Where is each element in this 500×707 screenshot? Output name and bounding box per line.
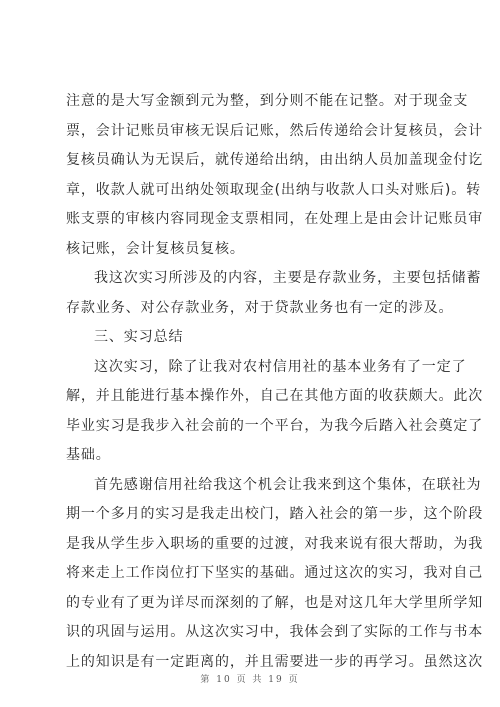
text-line: 核记账，会计复核员复核。 xyxy=(66,241,245,257)
text-line: 这次实习，除了让我对农村信用社的基本业务有了一定了 xyxy=(94,359,467,375)
text-line: 我这次实习所涉及的内容，主要是存款业务，主要包括储蓄 xyxy=(94,270,482,286)
text-line: 识的巩固与运用。从这次实习中，我体会到了实际的工作与书本 xyxy=(66,624,484,640)
text-line: 复核员确认为无误后，就传递给出纳，由出纳人员加盖现金付讫 xyxy=(66,152,484,168)
text-line: 首先感谢信用社给我这个机会让我来到这个集体，在联社为 xyxy=(94,477,482,493)
section-heading: 三、实习总结 xyxy=(94,329,184,345)
text-line: 是我从学生步入职场的重要的过渡，对我来说有很大帮助，为我 xyxy=(66,536,484,552)
text-line: 账支票的审核内容同现金支票相同，在处理上是由会计记账员审 xyxy=(66,211,484,227)
text-line: 上的知识是有一定距离的，并且需要进一步的再学习。虽然这次 xyxy=(66,654,484,670)
text-line: 注意的是大写金额到元为整，到分则不能在记整。对于现金支 xyxy=(66,93,469,109)
text-line: 期一个多月的实习是我走出校门，踏入社会的第一步，这个阶段 xyxy=(66,506,484,522)
text-line: 将来走上工作岗位打下坚实的基础。通过这次的实习，我对自己 xyxy=(66,565,484,581)
text-line: 票，会计记账员审核无误后记账，然后传递给会计复核员，会计 xyxy=(66,123,484,139)
text-line: 的专业有了更为详尽而深刻的了解，也是对这几年大学里所学知 xyxy=(66,595,484,611)
text-line: 解，并且能进行基本操作外，自己在其他方面的收获颇大。此次 xyxy=(66,388,484,404)
text-line: 基础。 xyxy=(66,447,111,463)
page-number-footer: 第 10 页 共 19 页 xyxy=(200,675,300,685)
text-line: 章，收款人就可出纳处领取现金(出纳与收款人口头对账后)。转 xyxy=(66,182,482,198)
text-line: 存款业务、对公存款业务，对于贷款业务也有一定的涉及。 xyxy=(66,300,454,316)
text-line: 毕业实习是我步入社会前的一个平台，为我今后踏入社会奠定了 xyxy=(66,418,484,434)
